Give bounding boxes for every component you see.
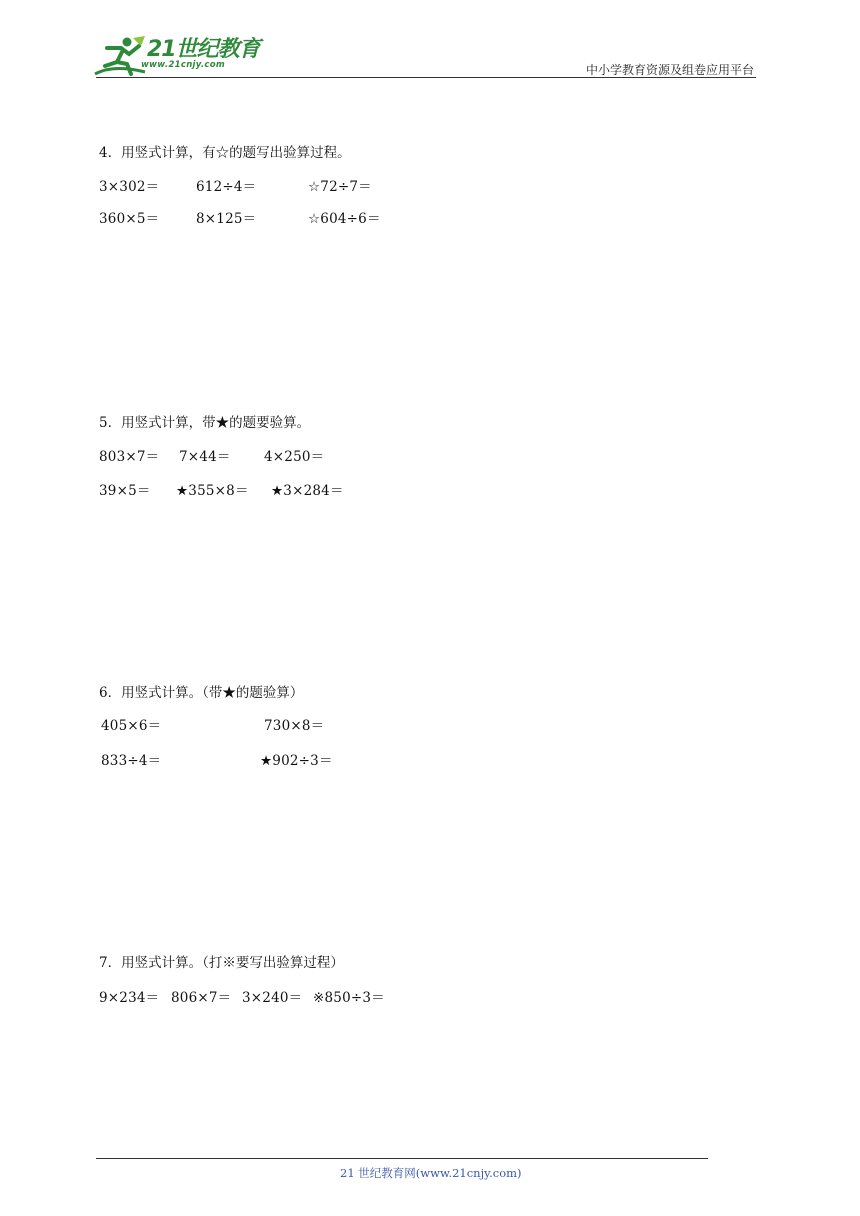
- header-platform-text: 中小学教育资源及组卷应用平台: [585, 63, 754, 77]
- question-5-expr: 7×44＝: [179, 449, 231, 465]
- question-4-expr: 3×302＝: [99, 179, 160, 195]
- footer-divider: [96, 1158, 708, 1159]
- question-4-expr: 8×125＝: [196, 211, 257, 227]
- logo-url-text: www.21cnjy.com: [141, 60, 225, 70]
- question-6-expr: 833÷4＝: [101, 753, 162, 769]
- question-5-expr: 803×7＝: [99, 449, 160, 465]
- question-6-title: 6．用竖式计算。（带★的题验算）: [99, 685, 304, 701]
- question-6-expr: ★902÷3＝: [260, 753, 333, 769]
- question-4-title: 4．用竖式计算，有☆的题写出验算过程。: [99, 145, 351, 161]
- question-6-expr: 730×8＝: [264, 718, 325, 734]
- running-man-logo-icon: [93, 34, 153, 80]
- question-4-expr: 360×5＝: [99, 211, 160, 227]
- header-divider: [96, 77, 756, 78]
- question-6-expr: 405×6＝: [101, 718, 162, 734]
- question-5-expr: 4×250＝: [264, 449, 325, 465]
- question-7-expr: 3×240＝: [242, 990, 303, 1006]
- question-7-expr: 806×7＝: [171, 990, 232, 1006]
- site-logo: [93, 34, 263, 80]
- question-4-expr: ☆72÷7＝: [308, 179, 372, 195]
- question-5-expr: ★355×8＝: [176, 483, 249, 499]
- question-7-expr: 9×234＝: [99, 990, 160, 1006]
- footer-link[interactable]: 21 世纪教育网(www.21cnjy.com): [340, 1166, 522, 1180]
- question-4-expr: ☆604÷6＝: [308, 211, 381, 227]
- logo-text: 21世纪教育: [147, 37, 260, 62]
- question-5-expr: 39×5＝: [99, 483, 151, 499]
- question-5-expr: ★3×284＝: [271, 483, 344, 499]
- question-5-title: 5．用竖式计算，带★的题要验算。: [99, 415, 311, 431]
- question-4-expr: 612÷4＝: [196, 179, 257, 195]
- question-7-expr: ※850÷3＝: [313, 990, 385, 1006]
- question-7-title: 7．用竖式计算。（打※要写出验算过程）: [99, 955, 344, 971]
